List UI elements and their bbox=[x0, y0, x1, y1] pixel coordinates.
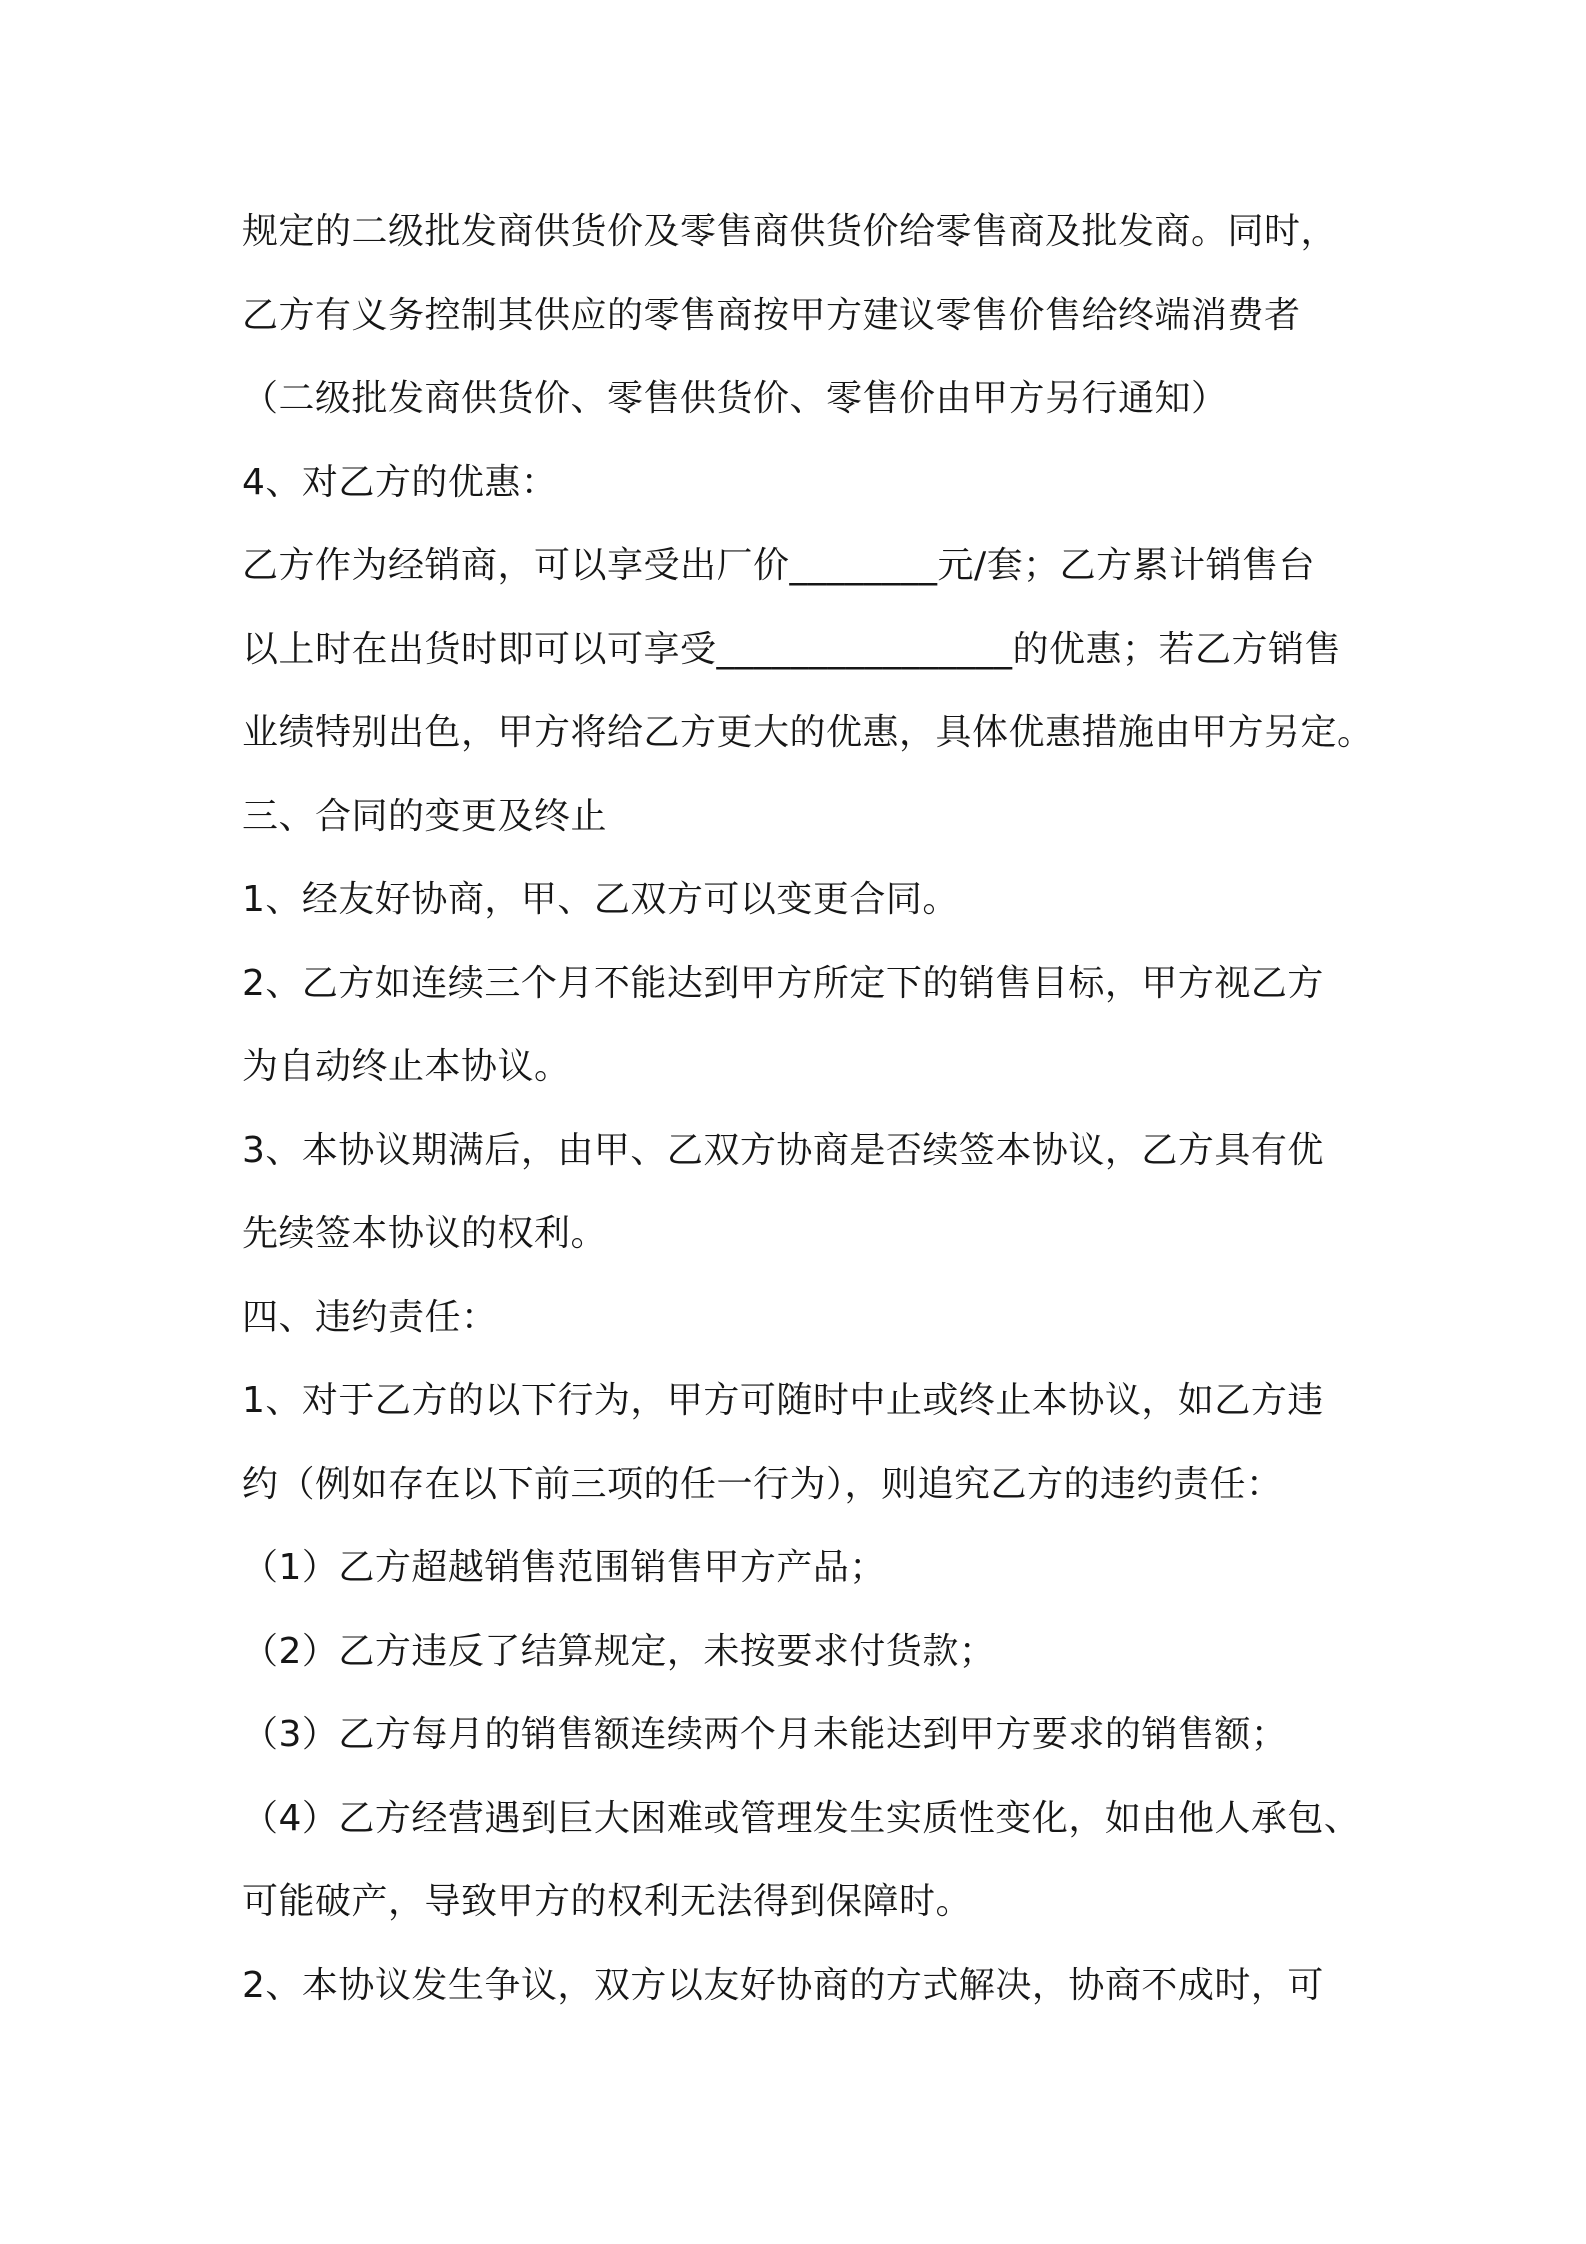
paragraph-line: 乙方有义务控制其供应的零售商按甲方建议零售价售给终端消费者 bbox=[242, 294, 1301, 336]
paragraph-line: 约（例如存在以下前三项的任一行为），则追究乙方的违约责任： bbox=[242, 1463, 1283, 1505]
paragraph-line: 业绩特别出色，甲方将给乙方更大的优惠，具体优惠措施由甲方另定。 bbox=[242, 712, 1374, 753]
section-heading: 四、违约责任： bbox=[242, 1296, 498, 1338]
paragraph-line: 规定的二级批发商供货价及零售商供货价给零售商及批发商。同时， bbox=[242, 211, 1338, 252]
list-item: （4）乙方经营遇到巨大困难或管理发生实质性变化，如由他人承包、 bbox=[242, 1797, 1361, 1839]
list-item: （1）乙方超越销售范围销售甲方产品； bbox=[242, 1547, 886, 1588]
document-body bbox=[242, 198, 1374, 2035]
paragraph-line: 2、本协议发生争议，双方以友好协商的方式解决，协商不成时，可 bbox=[242, 1964, 1324, 2006]
list-item: （3）乙方每月的销售额连续两个月未能达到甲方要求的销售额； bbox=[242, 1714, 1288, 1755]
list-item: （2）乙方违反了结算规定，未按要求付货款； bbox=[242, 1630, 996, 1672]
paragraph-line: 1、对于乙方的以下行为，甲方可随时中止或终止本协议，如乙方违 bbox=[242, 1380, 1324, 1421]
section-heading: 三、合同的变更及终止 bbox=[242, 795, 608, 837]
paragraph-line: 为自动终止本协议。 bbox=[242, 1046, 571, 1087]
paragraph-line: 以上时在出货时即可以可享受________________的优惠；若乙方销售 bbox=[242, 628, 1342, 670]
paragraph-line: 乙方作为经销商，可以享受出厂价________元/套；乙方累计销售台 bbox=[242, 545, 1316, 586]
paragraph-line: 3、本协议期满后，由甲、乙双方协商是否续签本协议，乙方具有优 bbox=[242, 1129, 1324, 1171]
paragraph-line: 1、经友好协商，甲、乙双方可以变更合同。 bbox=[242, 879, 959, 920]
paragraph-line: 可能破产，导致甲方的权利无法得到保障时。 bbox=[242, 1881, 973, 1922]
paragraph-line: 2、乙方如连续三个月不能达到甲方所定下的销售目标，甲方视乙方 bbox=[242, 962, 1324, 1004]
section-item-heading: 4、对乙方的优惠： bbox=[242, 461, 558, 503]
paragraph-line: 先续签本协议的权利。 bbox=[242, 1213, 608, 1254]
paragraph-line: （二级批发商供货价、零售供货价、零售价由甲方另行通知） bbox=[242, 378, 1228, 419]
